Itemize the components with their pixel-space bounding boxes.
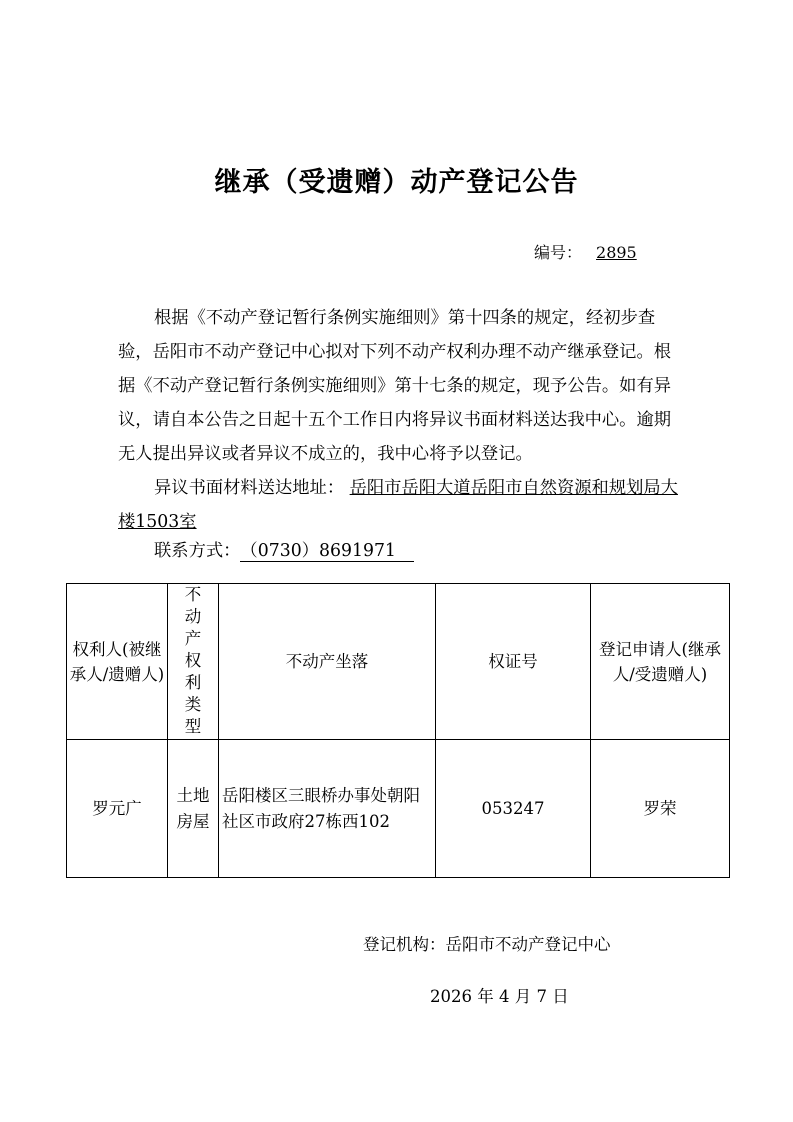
address-value: 岳阳市岳阳大道岳阳市自然资源和规划局大楼1503室 bbox=[118, 478, 678, 532]
cell-location-text: 岳阳楼区三眼桥办事处朝阳社区市政府27栋西102 bbox=[222, 785, 420, 831]
address-label: 异议书面材料送达地址： bbox=[154, 478, 345, 498]
contact-line bbox=[118, 539, 414, 563]
header-cert: 权证号 bbox=[436, 584, 591, 740]
cell-holder: 罗元广 bbox=[67, 740, 168, 878]
cell-location bbox=[219, 740, 436, 878]
cell-type bbox=[168, 740, 219, 878]
notice-title: 继承（受遗赠）动产登记公告 bbox=[214, 167, 579, 198]
serial-value: 2895 bbox=[596, 243, 637, 262]
cell-applicant: 罗荣 bbox=[591, 740, 730, 878]
header-location: 不动产坐落 bbox=[219, 584, 436, 740]
serial-number bbox=[534, 240, 637, 263]
notice-paragraph bbox=[118, 301, 678, 471]
serial-label: 编号： bbox=[534, 243, 583, 262]
contact-label: 联系方式： bbox=[154, 541, 241, 561]
header-type-text: 不动产权利类型 bbox=[184, 585, 202, 736]
property-table bbox=[66, 583, 730, 878]
address-line bbox=[118, 471, 678, 539]
notice-date: 2026 年 4 月 7 日 bbox=[430, 987, 569, 1006]
contact-value: （0730）8691971 bbox=[240, 541, 414, 562]
registration-org: 登记机构：岳阳市不动产登记中心 bbox=[363, 935, 611, 954]
notice-paragraph-text: 根据《不动产登记暂行条例实施细则》第十四条的规定，经初步查验，岳阳市不动产登记中心拟对下列不动产权利办理不动产继承登记。根据《不动产登记暂行条例实施细则》第十七条的规定，现予公告。如有异议，请自本公告之日起十五个工作日内将异议书面材料送达我中心。逾期无人提出异议或者异议不成立的，我中心将予以登记。 bbox=[118, 308, 672, 464]
cell-type-text: 土地房屋 bbox=[176, 785, 210, 831]
table-header-row bbox=[67, 584, 730, 740]
header-type bbox=[168, 584, 219, 740]
cell-cert: 053247 bbox=[436, 740, 591, 878]
table-row bbox=[67, 740, 730, 878]
header-applicant: 登记申请人(继承人/受遗赠人) bbox=[591, 584, 730, 740]
header-holder: 权利人(被继承人/遗赠人) bbox=[67, 584, 168, 740]
